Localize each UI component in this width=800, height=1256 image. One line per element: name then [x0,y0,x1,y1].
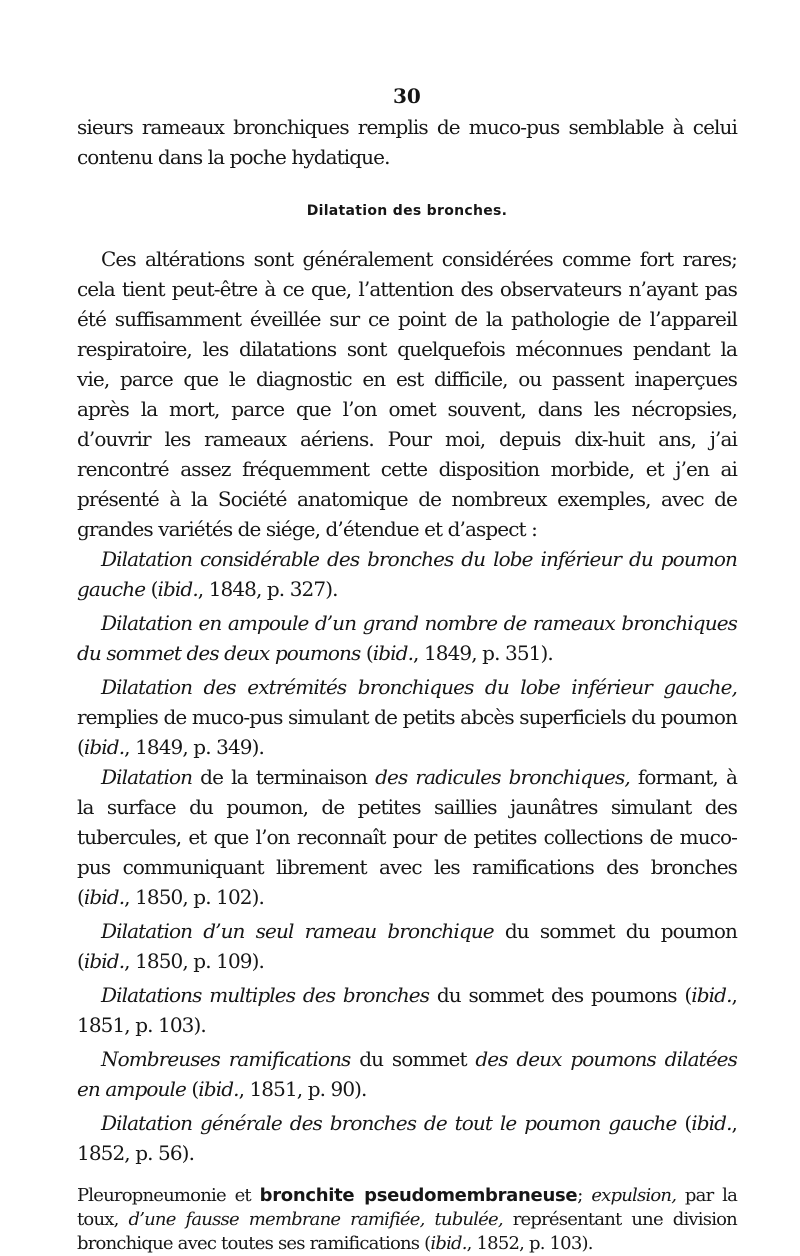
intro-paragraph: sieurs rameaux bronchiques remplis de muco-pus semblable à celui contenu dans la poche hydatique. [77,115,737,169]
ref-open: ( [676,1111,692,1135]
list-item [77,1108,737,1168]
ref-ibid: ibid. [198,1077,239,1101]
ref-ibid: ibid. [691,983,732,1007]
ref-ibid: ibid. [83,949,125,973]
final-semicolon: ; [577,1185,592,1206]
list-item [77,608,737,668]
ref-open: ( [676,983,692,1007]
entry-text: du sommet des poumons [429,983,677,1007]
list-item [77,672,737,762]
ref-open: ( [77,949,84,973]
list-item [77,1044,737,1104]
entry-title-2: des radicules bronchiques, [375,765,630,789]
ref-ibid: ibid. [372,641,414,665]
ref-ibid: ibid. [83,735,125,759]
ref-ibid: ibid. [691,1111,732,1135]
final-lead: Pleuropneumonie et [77,1185,260,1206]
entry-title: Dilatation en ampoule d’un grand nombre de rameaux bronchiques du sommet des deux poumons [77,611,737,665]
text-body [77,112,737,1256]
entry-title-2: des deux poumons dilatées en ampoule [77,1047,737,1101]
ref-citation: , 1850, p. 109). [124,949,264,973]
ref-citation: , 1851, p. 103). [77,983,737,1037]
ref-citation: , 1848, p. 327). [197,577,338,601]
entry-title: Dilatation considérable des bronches du lobe inférieur du poumon gauche [77,547,737,601]
section-heading: Dilatation des bronches. [306,203,508,219]
main-paragraph: Ces altérations sont généralement considérées comme fort rares; cela tient peut-être à ce que, l’attention des observateurs n’ayant pas été suffisamment éveillée sur ce point de la pathologie de l’appareil respiratoire, les dilatations sont quelquefois méconnues pendant la vie, parce que le diagnostic en est difficile, ou passent inaperçues après la mort, parce que l’on omet souvent, dans les nécropsies, d’ouvrir les rameaux aériens. Pour moi, depuis dix-huit ans, j’ai rencontré assez fréquemment cette disposition morbide, et j’en ai présenté à la Société anatomique de nombreux exemples, avec de grandes variétés de siége, d’étendue et d’aspect : [77,247,737,541]
ref-ibid: ibid. [83,885,125,909]
ref-citation: , 1849, p. 351). [413,641,553,665]
entry-text-2: formant, à la surface du poumon, de petites saillies jaunâtres simulant des tubercules, et que l’on reconnaît pour de petites collections de muco-pus communiquant librement avec les ramifications des bronches [77,765,737,879]
ref-citation: , 1850, p. 102). [124,885,264,909]
ref-citation: , 1852, p. 56). [77,1111,737,1165]
final-text-1: par la toux, [77,1185,738,1230]
final-bold-term: bronchite pseudomembraneuse [259,1185,578,1206]
entry-text: de la terminaison [192,765,376,789]
entry-text: du sommet [350,1047,476,1071]
final-text-2: représentant une division bronchique avec toutes ses ramifications ( [77,1209,737,1254]
entry-title: Dilatation générale des bronches de tout le poumon gauche [101,1111,677,1135]
page-number: 30 [393,84,421,108]
entry-text: remplies de muco-pus simulant de petits abcès superficiels du poumon [77,705,737,729]
ref-citation: , 1851, p. 90). [238,1077,367,1101]
final-italic-2: d’une fausse membrane ramifiée, tubulée, [128,1209,503,1230]
list-item [77,544,737,604]
final-italic: expulsion, [591,1185,677,1206]
final-ibid: ibid. [430,1233,467,1254]
list-item [77,980,737,1040]
entry-title: Dilatation [101,765,193,789]
ref-open: ( [145,577,158,601]
ref-open: ( [360,641,373,665]
final-paragraph [77,1184,737,1256]
ref-open: ( [185,1077,199,1101]
list-item [77,762,737,912]
ref-citation: , 1849, p. 349). [124,735,264,759]
entry-title: Dilatations multiples des bronches [101,983,430,1007]
entry-text: du sommet du poumon [493,919,737,943]
entry-title: Dilatation d’un seul rameau bronchique [101,919,494,943]
ref-open: ( [77,885,84,909]
ref-ibid: ibid. [157,577,198,601]
ref-open: ( [77,735,84,759]
final-ref: , 1852, p. 103). [466,1233,593,1254]
entry-title: Nombreuses ramifications [101,1047,351,1071]
list-item [77,916,737,976]
entry-title: Dilatation des extrémités bronchiques du lobe inférieur gauche, [101,675,737,699]
